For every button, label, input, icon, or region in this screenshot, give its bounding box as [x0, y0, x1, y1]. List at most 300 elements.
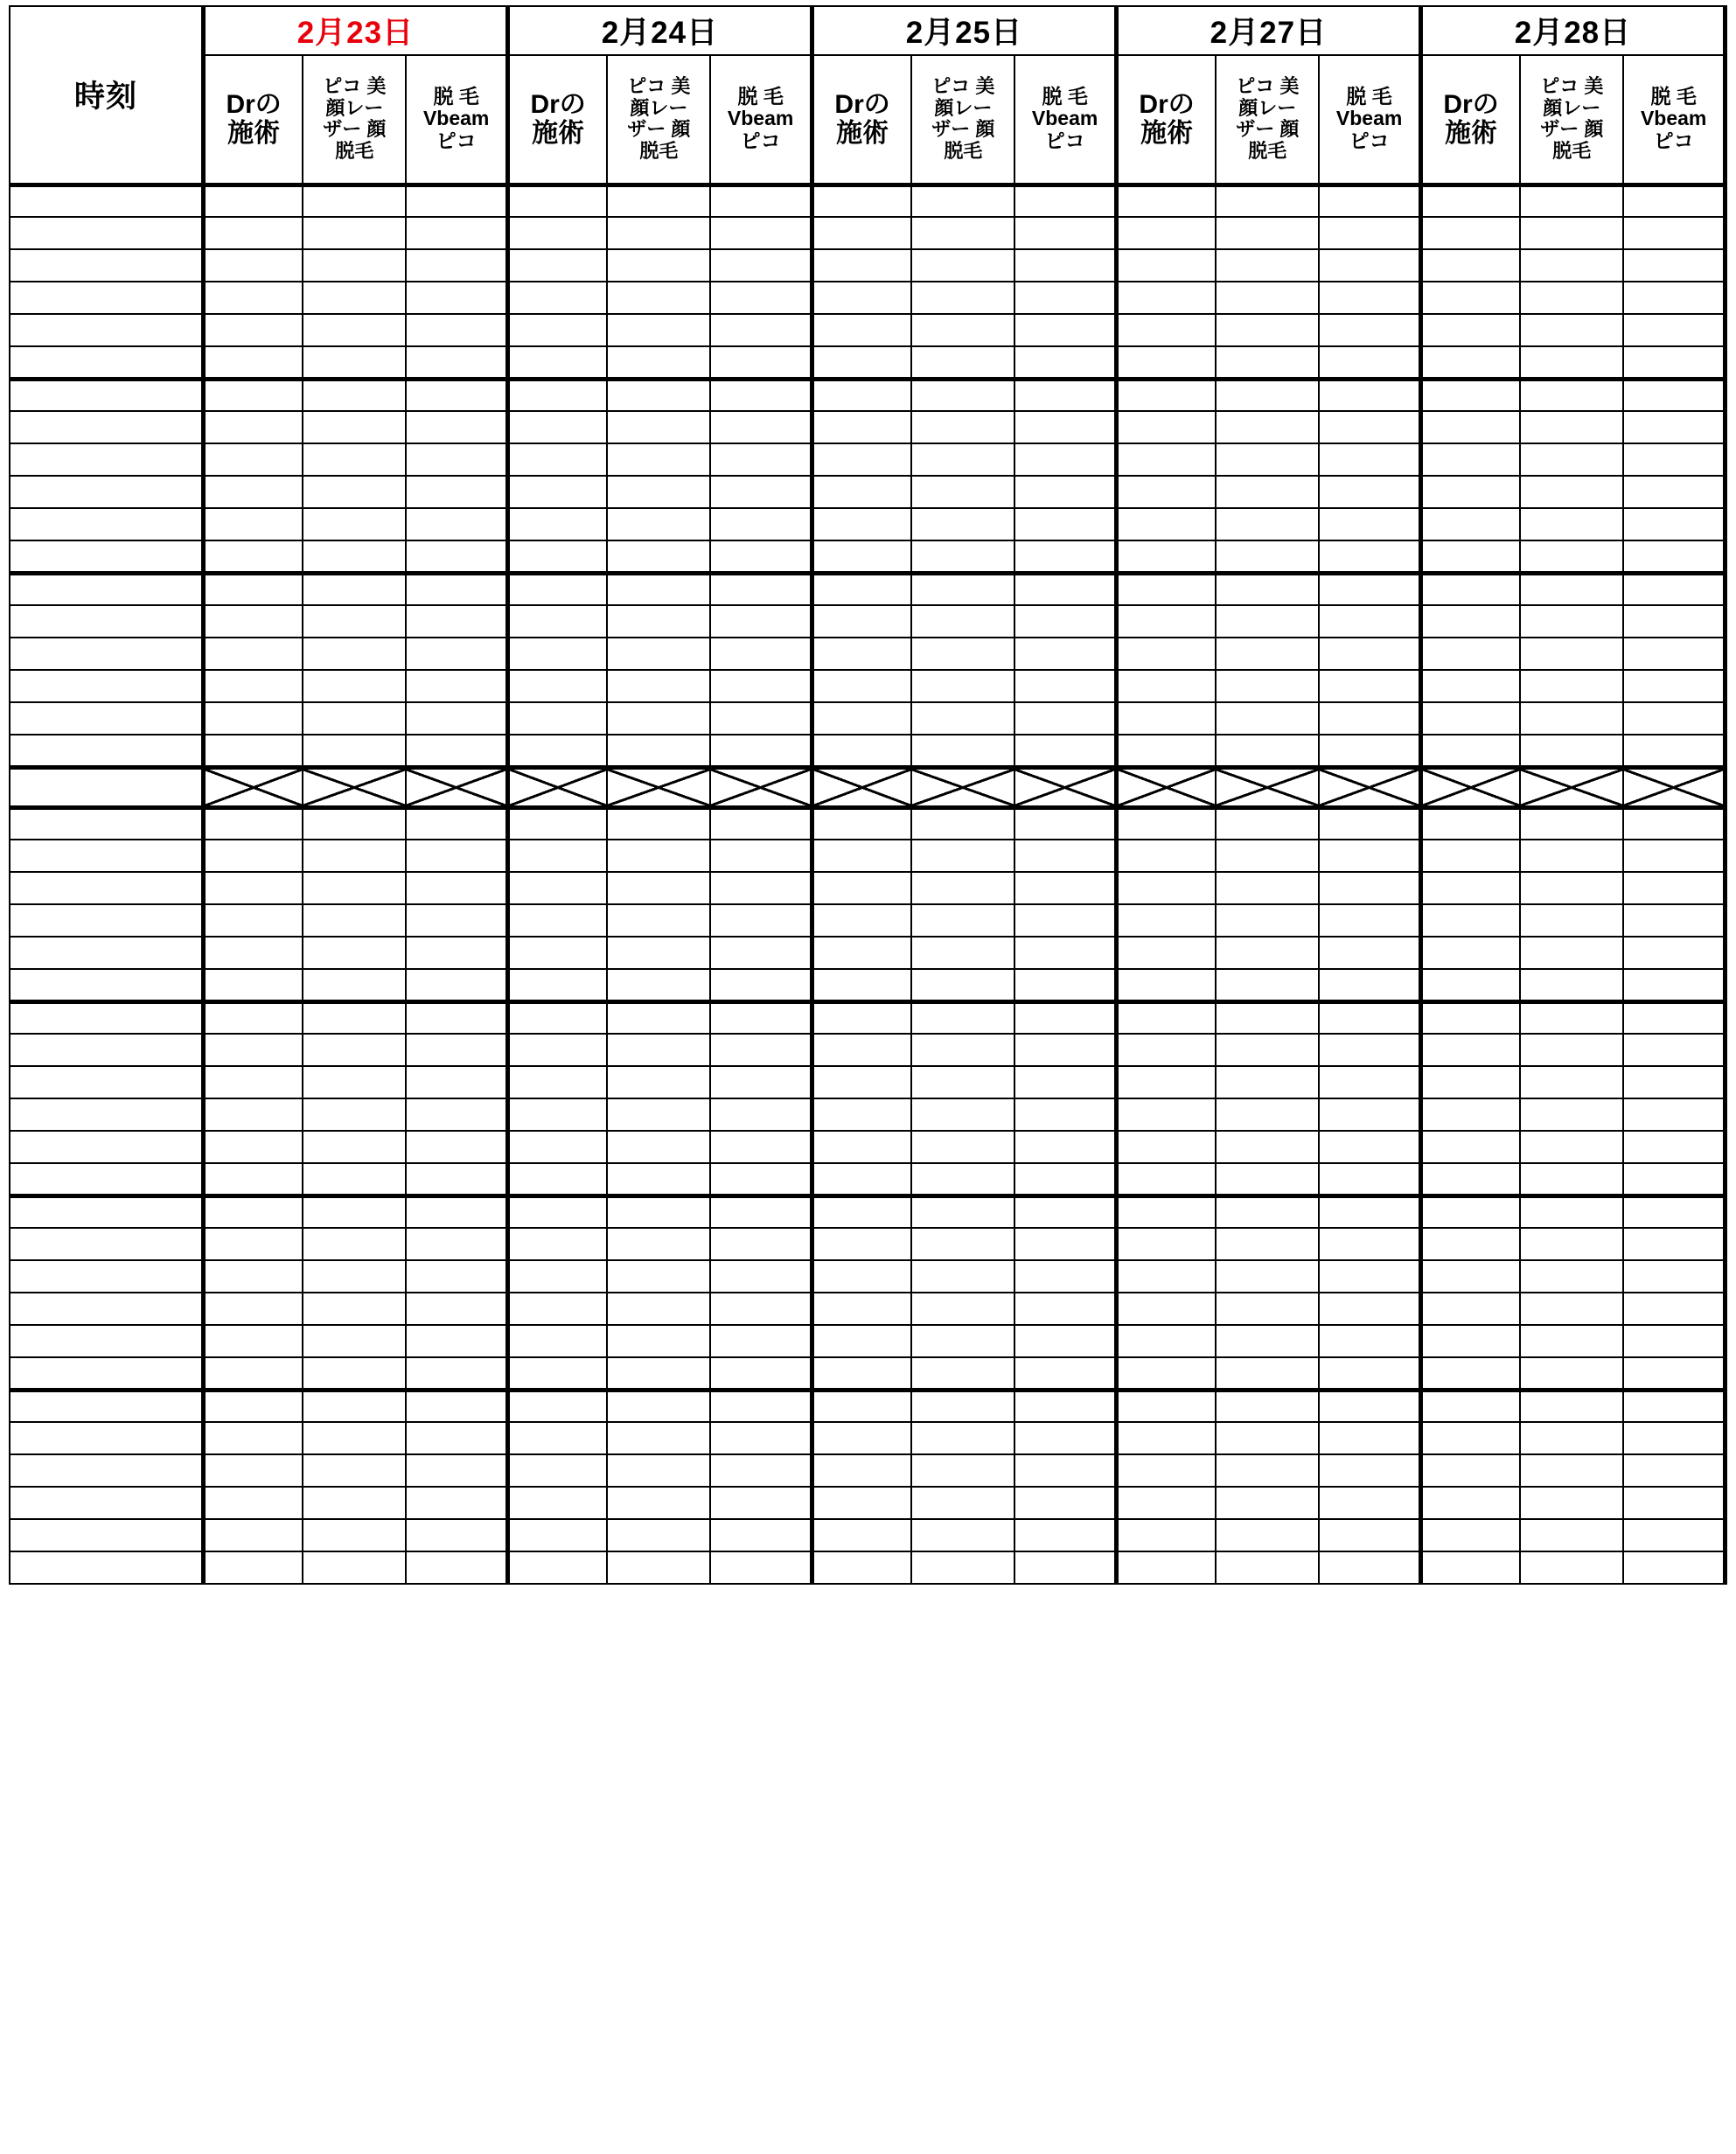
free-slot[interactable]: [1520, 1390, 1623, 1422]
free-slot[interactable]: [1520, 1034, 1623, 1066]
free-slot[interactable]: [203, 1357, 303, 1390]
free-slot[interactable]: [1116, 185, 1216, 217]
free-slot[interactable]: [203, 476, 303, 508]
booked-slot[interactable]: [1014, 670, 1116, 702]
booked-slot[interactable]: [1319, 1293, 1420, 1325]
free-slot[interactable]: [1420, 346, 1520, 379]
free-slot[interactable]: [1216, 1034, 1319, 1066]
free-slot[interactable]: [1420, 508, 1520, 540]
booked-slot[interactable]: [812, 904, 911, 937]
free-slot[interactable]: [406, 249, 507, 282]
free-slot[interactable]: [607, 638, 710, 670]
booked-slot[interactable]: [1116, 1131, 1216, 1163]
free-slot[interactable]: [1216, 1196, 1319, 1228]
free-slot[interactable]: [607, 476, 710, 508]
free-slot[interactable]: [1520, 702, 1623, 735]
free-slot[interactable]: [812, 411, 911, 443]
free-slot[interactable]: [203, 1098, 303, 1131]
free-slot[interactable]: [607, 1228, 710, 1260]
free-slot[interactable]: [710, 217, 812, 249]
free-slot[interactable]: [812, 1519, 911, 1551]
booked-slot[interactable]: [1116, 508, 1216, 540]
free-slot[interactable]: [1014, 1163, 1116, 1196]
free-slot[interactable]: [812, 1487, 911, 1519]
booked-slot[interactable]: [1116, 1422, 1216, 1454]
booked-slot[interactable]: [1216, 872, 1319, 904]
free-slot[interactable]: [1116, 443, 1216, 476]
free-slot[interactable]: [303, 840, 406, 872]
booked-slot[interactable]: [1319, 346, 1420, 379]
free-slot[interactable]: [1520, 476, 1623, 508]
free-slot[interactable]: [1520, 904, 1623, 937]
free-slot[interactable]: [1014, 1454, 1116, 1487]
booked-slot[interactable]: [1014, 1260, 1116, 1293]
free-slot[interactable]: [406, 1131, 507, 1163]
booked-slot[interactable]: [1014, 1519, 1116, 1551]
free-slot[interactable]: [710, 1325, 812, 1357]
booked-slot[interactable]: [1623, 1293, 1725, 1325]
free-slot[interactable]: [1014, 249, 1116, 282]
free-slot[interactable]: [812, 969, 911, 1001]
booked-slot[interactable]: [911, 1325, 1014, 1357]
free-slot[interactable]: [812, 872, 911, 904]
booked-slot[interactable]: [1116, 1163, 1216, 1196]
free-slot[interactable]: [1014, 508, 1116, 540]
booked-slot[interactable]: [1014, 1357, 1116, 1390]
free-slot[interactable]: [1520, 1357, 1623, 1390]
booked-slot[interactable]: [507, 1487, 607, 1519]
free-slot[interactable]: [1420, 379, 1520, 411]
free-slot[interactable]: [203, 1163, 303, 1196]
booked-slot[interactable]: [1216, 249, 1319, 282]
free-slot[interactable]: [303, 1390, 406, 1422]
free-slot[interactable]: [710, 1293, 812, 1325]
booked-slot[interactable]: [507, 411, 607, 443]
free-slot[interactable]: [303, 1260, 406, 1293]
booked-slot[interactable]: [507, 1357, 607, 1390]
free-slot[interactable]: [507, 1098, 607, 1131]
booked-slot[interactable]: [1014, 1196, 1116, 1228]
free-slot[interactable]: [1520, 638, 1623, 670]
free-slot[interactable]: [1216, 1098, 1319, 1131]
free-slot[interactable]: [303, 540, 406, 573]
free-slot[interactable]: [812, 1001, 911, 1034]
free-slot[interactable]: [1520, 411, 1623, 443]
free-slot[interactable]: [507, 638, 607, 670]
free-slot[interactable]: [911, 443, 1014, 476]
free-slot[interactable]: [1520, 937, 1623, 969]
free-slot[interactable]: [1520, 508, 1623, 540]
free-slot[interactable]: [507, 379, 607, 411]
booked-slot[interactable]: [507, 1390, 607, 1422]
free-slot[interactable]: [1623, 1260, 1725, 1293]
booked-slot[interactable]: [607, 904, 710, 937]
free-slot[interactable]: [203, 1228, 303, 1260]
free-slot[interactable]: [1420, 1325, 1520, 1357]
booked-slot[interactable]: [1216, 840, 1319, 872]
free-slot[interactable]: [1319, 1001, 1420, 1034]
free-slot[interactable]: [203, 249, 303, 282]
free-slot[interactable]: [607, 670, 710, 702]
booked-slot[interactable]: [710, 872, 812, 904]
booked-slot[interactable]: [812, 282, 911, 314]
free-slot[interactable]: [710, 1098, 812, 1131]
booked-slot[interactable]: [1116, 1519, 1216, 1551]
free-slot[interactable]: [303, 1228, 406, 1260]
booked-slot[interactable]: [911, 1390, 1014, 1422]
free-slot[interactable]: [1116, 1228, 1216, 1260]
free-slot[interactable]: [1520, 540, 1623, 573]
free-slot[interactable]: [303, 1163, 406, 1196]
free-slot[interactable]: [203, 735, 303, 767]
free-slot[interactable]: [1623, 605, 1725, 638]
booked-slot[interactable]: [1319, 872, 1420, 904]
booked-slot[interactable]: [607, 872, 710, 904]
free-slot[interactable]: [1319, 1551, 1420, 1584]
free-slot[interactable]: [710, 735, 812, 767]
free-slot[interactable]: [607, 508, 710, 540]
booked-slot[interactable]: [911, 1454, 1014, 1487]
free-slot[interactable]: [1216, 1325, 1319, 1357]
free-slot[interactable]: [1014, 411, 1116, 443]
booked-slot[interactable]: [1014, 1422, 1116, 1454]
free-slot[interactable]: [406, 185, 507, 217]
booked-slot[interactable]: [607, 1390, 710, 1422]
booked-slot[interactable]: [1014, 969, 1116, 1001]
free-slot[interactable]: [607, 1325, 710, 1357]
booked-slot[interactable]: [911, 840, 1014, 872]
free-slot[interactable]: [710, 476, 812, 508]
free-slot[interactable]: [1216, 1357, 1319, 1390]
free-slot[interactable]: [1420, 573, 1520, 605]
free-slot[interactable]: [1623, 1551, 1725, 1584]
free-slot[interactable]: [406, 1422, 507, 1454]
booked-slot[interactable]: [1319, 969, 1420, 1001]
free-slot[interactable]: [911, 1357, 1014, 1390]
free-slot[interactable]: [1216, 702, 1319, 735]
booked-slot[interactable]: [1116, 969, 1216, 1001]
free-slot[interactable]: [406, 638, 507, 670]
free-slot[interactable]: [303, 1001, 406, 1034]
free-slot[interactable]: [710, 1196, 812, 1228]
booked-slot[interactable]: [1014, 379, 1116, 411]
free-slot[interactable]: [1420, 282, 1520, 314]
free-slot[interactable]: [1319, 1196, 1420, 1228]
booked-slot[interactable]: [1116, 1066, 1216, 1098]
free-slot[interactable]: [303, 605, 406, 638]
booked-slot[interactable]: [1116, 249, 1216, 282]
free-slot[interactable]: [203, 282, 303, 314]
free-slot[interactable]: [1420, 1260, 1520, 1293]
free-slot[interactable]: [203, 1487, 303, 1519]
booked-slot[interactable]: [1014, 605, 1116, 638]
booked-slot[interactable]: [710, 969, 812, 1001]
booked-slot[interactable]: [1216, 969, 1319, 1001]
free-slot[interactable]: [607, 1163, 710, 1196]
booked-slot[interactable]: [911, 1487, 1014, 1519]
booked-slot[interactable]: [1216, 282, 1319, 314]
booked-slot[interactable]: [812, 1034, 911, 1066]
free-slot[interactable]: [1420, 217, 1520, 249]
booked-slot[interactable]: [1319, 379, 1420, 411]
free-slot[interactable]: [1420, 702, 1520, 735]
free-slot[interactable]: [303, 217, 406, 249]
free-slot[interactable]: [203, 379, 303, 411]
free-slot[interactable]: [507, 185, 607, 217]
free-slot[interactable]: [406, 1487, 507, 1519]
free-slot[interactable]: [1420, 411, 1520, 443]
free-slot[interactable]: [607, 314, 710, 346]
free-slot[interactable]: [1216, 1422, 1319, 1454]
booked-slot[interactable]: [1319, 670, 1420, 702]
free-slot[interactable]: [1520, 1325, 1623, 1357]
free-slot[interactable]: [1216, 1390, 1319, 1422]
holiday-rest-label[interactable]: [303, 1066, 406, 1098]
booked-slot[interactable]: [812, 185, 911, 217]
free-slot[interactable]: [1319, 1098, 1420, 1131]
free-slot[interactable]: [203, 346, 303, 379]
free-slot[interactable]: [406, 840, 507, 872]
booked-slot[interactable]: [1116, 282, 1216, 314]
free-slot[interactable]: [1520, 379, 1623, 411]
free-slot[interactable]: [1520, 969, 1623, 1001]
free-slot[interactable]: [406, 1390, 507, 1422]
free-slot[interactable]: [1623, 1034, 1725, 1066]
free-slot[interactable]: [406, 1357, 507, 1390]
free-slot[interactable]: [1520, 807, 1623, 840]
booked-slot[interactable]: [1319, 840, 1420, 872]
free-slot[interactable]: [203, 1066, 303, 1098]
free-slot[interactable]: [203, 411, 303, 443]
free-slot[interactable]: [406, 872, 507, 904]
free-slot[interactable]: [812, 217, 911, 249]
free-slot[interactable]: [303, 1487, 406, 1519]
free-slot[interactable]: [1420, 1131, 1520, 1163]
free-slot[interactable]: [710, 540, 812, 573]
booked-slot[interactable]: [607, 346, 710, 379]
free-slot[interactable]: [1319, 1519, 1420, 1551]
booked-slot[interactable]: [1116, 379, 1216, 411]
free-slot[interactable]: [607, 249, 710, 282]
booked-slot[interactable]: [911, 1422, 1014, 1454]
free-slot[interactable]: [1420, 1228, 1520, 1260]
free-slot[interactable]: [911, 937, 1014, 969]
booked-slot[interactable]: [1216, 807, 1319, 840]
free-slot[interactable]: [1420, 1001, 1520, 1034]
free-slot[interactable]: [203, 605, 303, 638]
booked-slot[interactable]: [1216, 476, 1319, 508]
free-slot[interactable]: [303, 1293, 406, 1325]
free-slot[interactable]: [812, 249, 911, 282]
free-slot[interactable]: [1319, 1260, 1420, 1293]
free-slot[interactable]: [1420, 735, 1520, 767]
free-slot[interactable]: [303, 807, 406, 840]
booked-slot[interactable]: [507, 1163, 607, 1196]
free-slot[interactable]: [1623, 638, 1725, 670]
free-slot[interactable]: [1116, 1293, 1216, 1325]
booked-slot[interactable]: [1319, 508, 1420, 540]
free-slot[interactable]: [1116, 411, 1216, 443]
free-slot[interactable]: [1623, 1422, 1725, 1454]
booked-slot[interactable]: [607, 702, 710, 735]
booked-slot[interactable]: [1116, 638, 1216, 670]
booked-slot[interactable]: [1014, 573, 1116, 605]
free-slot[interactable]: [303, 573, 406, 605]
free-slot[interactable]: [303, 1519, 406, 1551]
free-slot[interactable]: [1520, 670, 1623, 702]
free-slot[interactable]: [303, 185, 406, 217]
free-slot[interactable]: [710, 1066, 812, 1098]
free-slot[interactable]: [507, 476, 607, 508]
free-slot[interactable]: [1623, 840, 1725, 872]
free-slot[interactable]: [406, 379, 507, 411]
free-slot[interactable]: [303, 443, 406, 476]
free-slot[interactable]: [710, 1163, 812, 1196]
free-slot[interactable]: [1520, 1454, 1623, 1487]
free-slot[interactable]: [710, 185, 812, 217]
booked-slot[interactable]: [812, 638, 911, 670]
booked-slot[interactable]: [1520, 840, 1623, 872]
free-slot[interactable]: [1420, 1034, 1520, 1066]
booked-slot[interactable]: [710, 605, 812, 638]
free-slot[interactable]: [812, 1390, 911, 1422]
free-slot[interactable]: [1319, 1034, 1420, 1066]
booked-slot[interactable]: [1216, 1293, 1319, 1325]
booked-slot[interactable]: [607, 1519, 710, 1551]
booked-slot[interactable]: [1319, 314, 1420, 346]
free-slot[interactable]: [406, 1066, 507, 1098]
free-slot[interactable]: [607, 411, 710, 443]
booked-slot[interactable]: [710, 1390, 812, 1422]
booked-slot[interactable]: [1116, 1551, 1216, 1584]
free-slot[interactable]: [203, 1001, 303, 1034]
free-slot[interactable]: [1420, 1454, 1520, 1487]
free-slot[interactable]: [1420, 1519, 1520, 1551]
free-slot[interactable]: [303, 1325, 406, 1357]
free-slot[interactable]: [203, 1390, 303, 1422]
booked-slot[interactable]: [607, 1422, 710, 1454]
booked-slot[interactable]: [1216, 1163, 1319, 1196]
free-slot[interactable]: [1420, 540, 1520, 573]
booked-slot[interactable]: [812, 702, 911, 735]
free-slot[interactable]: [406, 670, 507, 702]
free-slot[interactable]: [710, 807, 812, 840]
booked-slot[interactable]: [1216, 540, 1319, 573]
booked-slot[interactable]: [1216, 1131, 1319, 1163]
free-slot[interactable]: [1014, 1001, 1116, 1034]
booked-slot[interactable]: [1014, 1325, 1116, 1357]
free-slot[interactable]: [1116, 1357, 1216, 1390]
booked-slot[interactable]: [1319, 1454, 1420, 1487]
free-slot[interactable]: [1420, 1163, 1520, 1196]
free-slot[interactable]: [203, 1034, 303, 1066]
free-slot[interactable]: [203, 314, 303, 346]
free-slot[interactable]: [1420, 638, 1520, 670]
free-slot[interactable]: [911, 249, 1014, 282]
free-slot[interactable]: [1014, 807, 1116, 840]
free-slot[interactable]: [1116, 573, 1216, 605]
free-slot[interactable]: [1216, 670, 1319, 702]
free-slot[interactable]: [507, 508, 607, 540]
free-slot[interactable]: [406, 1454, 507, 1487]
booked-slot[interactable]: [507, 1196, 607, 1228]
free-slot[interactable]: [507, 573, 607, 605]
booked-slot[interactable]: [911, 670, 1014, 702]
free-slot[interactable]: [607, 1487, 710, 1519]
free-slot[interactable]: [911, 1034, 1014, 1066]
free-slot[interactable]: [406, 476, 507, 508]
free-slot[interactable]: [303, 1454, 406, 1487]
booked-slot[interactable]: [1623, 282, 1725, 314]
free-slot[interactable]: [1420, 185, 1520, 217]
booked-slot[interactable]: [911, 702, 1014, 735]
free-slot[interactable]: [406, 735, 507, 767]
free-slot[interactable]: [1420, 249, 1520, 282]
booked-slot[interactable]: [812, 476, 911, 508]
free-slot[interactable]: [203, 840, 303, 872]
free-slot[interactable]: [203, 1131, 303, 1163]
free-slot[interactable]: [203, 1325, 303, 1357]
booked-slot[interactable]: [1216, 605, 1319, 638]
booked-slot[interactable]: [1216, 937, 1319, 969]
booked-slot[interactable]: [1116, 904, 1216, 937]
free-slot[interactable]: [607, 443, 710, 476]
free-slot[interactable]: [1014, 217, 1116, 249]
free-slot[interactable]: [406, 1551, 507, 1584]
booked-slot[interactable]: [507, 1293, 607, 1325]
free-slot[interactable]: [1623, 702, 1725, 735]
booked-slot[interactable]: [1319, 411, 1420, 443]
free-slot[interactable]: [1623, 379, 1725, 411]
free-slot[interactable]: [203, 1454, 303, 1487]
booked-slot[interactable]: [1014, 540, 1116, 573]
free-slot[interactable]: [911, 969, 1014, 1001]
booked-slot[interactable]: [1116, 937, 1216, 969]
free-slot[interactable]: [607, 1131, 710, 1163]
free-slot[interactable]: [303, 904, 406, 937]
free-slot[interactable]: [203, 1293, 303, 1325]
booked-slot[interactable]: [710, 1454, 812, 1487]
free-slot[interactable]: [911, 1196, 1014, 1228]
booked-slot[interactable]: [1319, 443, 1420, 476]
free-slot[interactable]: [203, 702, 303, 735]
free-slot[interactable]: [710, 346, 812, 379]
booked-slot[interactable]: [1014, 1487, 1116, 1519]
free-slot[interactable]: [607, 1293, 710, 1325]
free-slot[interactable]: [1014, 937, 1116, 969]
booked-slot[interactable]: [1014, 346, 1116, 379]
free-slot[interactable]: [812, 840, 911, 872]
free-slot[interactable]: [507, 702, 607, 735]
free-slot[interactable]: [710, 1131, 812, 1163]
free-slot[interactable]: [303, 379, 406, 411]
free-slot[interactable]: [1319, 185, 1420, 217]
free-slot[interactable]: [710, 1260, 812, 1293]
booked-slot[interactable]: [1623, 508, 1725, 540]
booked-slot[interactable]: [507, 1228, 607, 1260]
booked-slot[interactable]: [607, 969, 710, 1001]
free-slot[interactable]: [812, 1131, 911, 1163]
free-slot[interactable]: [710, 1001, 812, 1034]
booked-slot[interactable]: [507, 605, 607, 638]
booked-slot[interactable]: [1116, 540, 1216, 573]
booked-slot[interactable]: [812, 937, 911, 969]
free-slot[interactable]: [1520, 872, 1623, 904]
booked-slot[interactable]: [1319, 904, 1420, 937]
free-slot[interactable]: [1319, 1066, 1420, 1098]
free-slot[interactable]: [1014, 1034, 1116, 1066]
booked-slot[interactable]: [911, 1260, 1014, 1293]
